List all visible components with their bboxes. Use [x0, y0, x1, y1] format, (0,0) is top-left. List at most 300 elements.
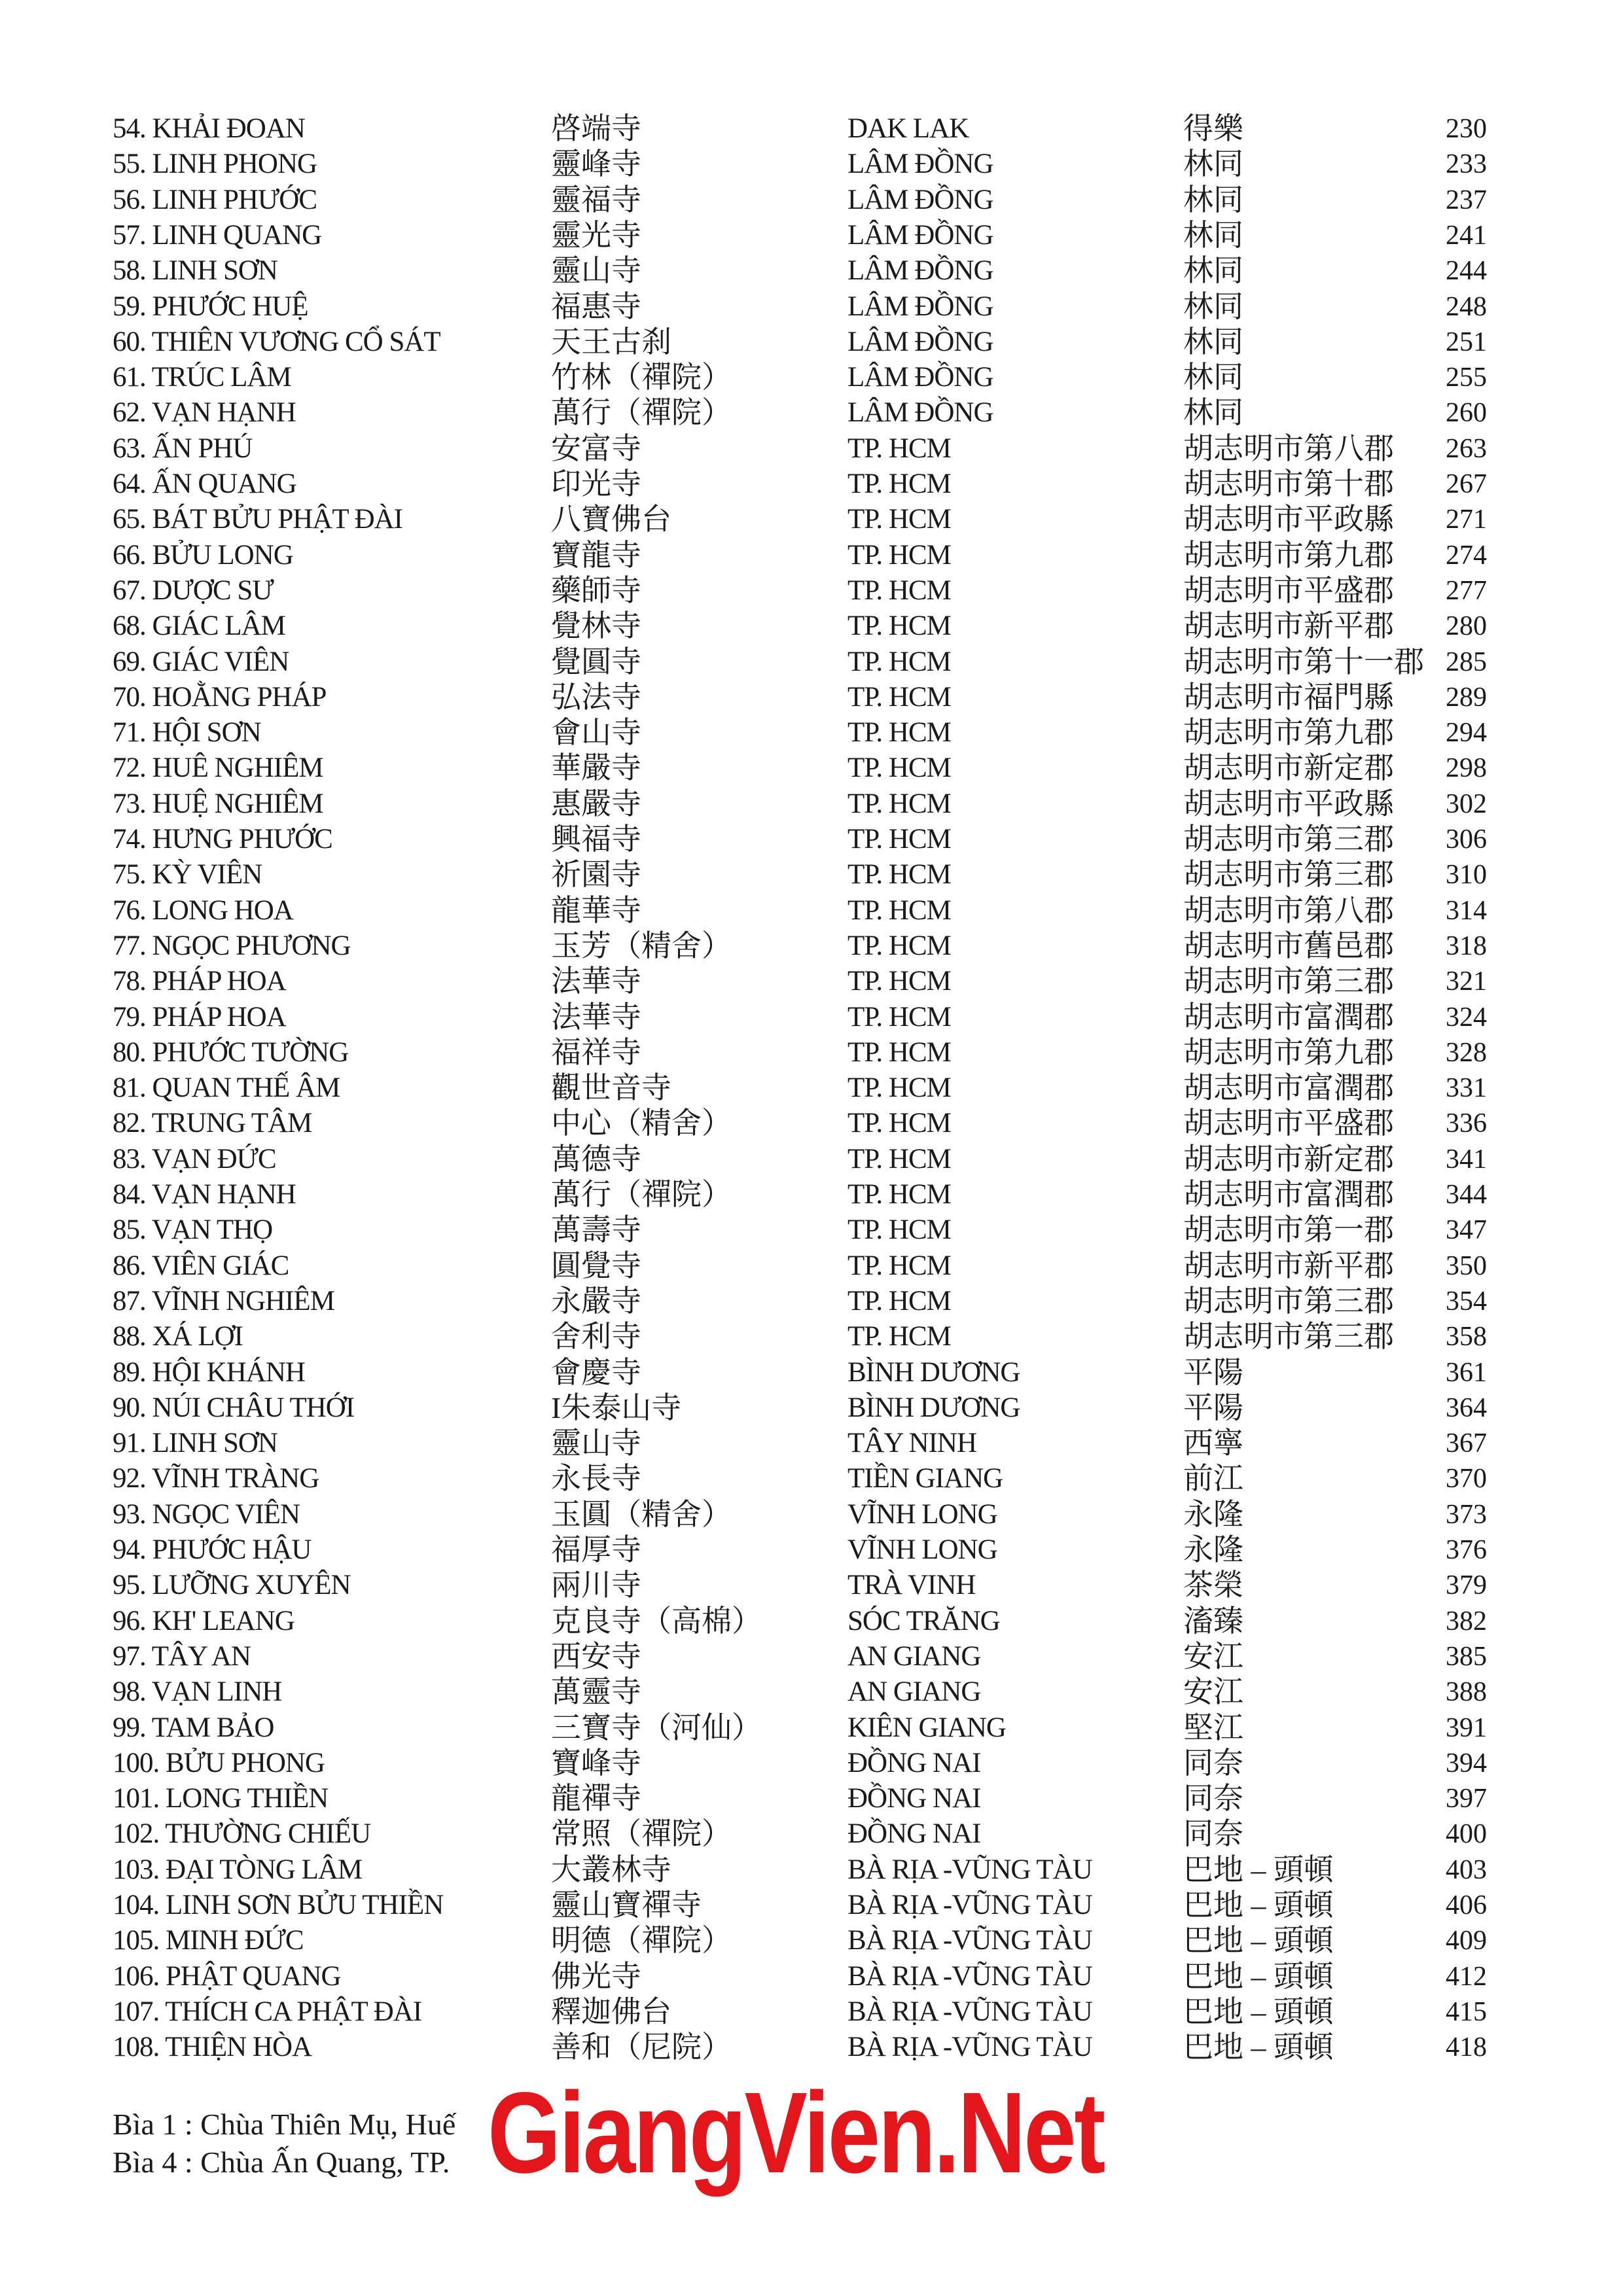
temple-name: 55. LINH PHONG [113, 149, 317, 180]
location-han-name: 胡志明市福門縣 [1183, 680, 1394, 714]
province-name: LÂM ĐỒNG [847, 219, 993, 251]
location-han-name: 胡志明市第三郡 [1183, 1320, 1394, 1354]
temple-han-name: 興福寺 [551, 822, 641, 856]
page-number: 336 [1446, 1108, 1487, 1139]
page-number: 237 [1446, 185, 1487, 215]
temple-han-name: I朱泰山寺 [551, 1390, 682, 1424]
list-item [0, 1994, 1623, 2030]
list-item [0, 1426, 1623, 1461]
province-name: TP. HCM [847, 788, 951, 819]
temple-han-name: 會山寺 [551, 716, 641, 750]
page-number: 344 [1446, 1180, 1487, 1210]
location-han-name: 林同 [1183, 218, 1243, 252]
temple-name: 78. PHÁP HOA [113, 966, 286, 997]
temple-name: 54. KHẢI ĐOAN [113, 113, 305, 144]
list-item [0, 1461, 1623, 1496]
list-item [0, 1532, 1623, 1568]
temple-han-name: 覺圓寺 [551, 645, 641, 679]
list-item [0, 1497, 1623, 1532]
temple-name: 83. VẠN ĐỨC [113, 1143, 276, 1174]
page-number: 294 [1446, 718, 1487, 749]
page-number: 302 [1446, 788, 1487, 819]
province-name: TP. HCM [847, 1285, 951, 1316]
location-han-name: 林同 [1183, 289, 1243, 323]
province-name: VĨNH LONG [847, 1534, 997, 1565]
list-item [0, 502, 1623, 537]
temple-han-name: 龍禪寺 [551, 1782, 641, 1816]
province-name: LÂM ĐỒNG [847, 149, 993, 180]
list-item [0, 680, 1623, 715]
temple-han-name: 佛光寺 [551, 1959, 641, 1993]
location-han-name: 巴地 – 頭頓 [1183, 1959, 1334, 1993]
location-han-name: 巴地 – 頭頓 [1183, 2030, 1334, 2064]
location-han-name: 平陽 [1183, 1355, 1243, 1389]
location-han-name: 同奈 [1183, 1817, 1243, 1851]
list-item [0, 751, 1623, 786]
location-han-name: 巴地 – 頭頓 [1183, 1924, 1334, 1958]
temple-han-name: 中心（精舍） [551, 1106, 732, 1140]
page-number: 418 [1446, 2032, 1487, 2063]
temple-name: 89. HỘI KHÁNH [113, 1356, 305, 1388]
list-item [0, 786, 1623, 822]
temple-name: 88. XÁ LỢI [113, 1321, 243, 1352]
location-han-name: 胡志明市第三郡 [1183, 822, 1394, 856]
temple-name: 108. THIỆN HÒA [113, 2032, 312, 2063]
list-item [0, 1639, 1623, 1674]
location-han-name: 得樂 [1183, 112, 1243, 145]
temple-han-name: 舍利寺 [551, 1320, 641, 1354]
page-number: 324 [1446, 1002, 1487, 1033]
page-number: 285 [1446, 646, 1487, 677]
page-number: 385 [1446, 1641, 1487, 1672]
page-number: 409 [1446, 1926, 1487, 1956]
location-han-name: 胡志明市第九郡 [1183, 1035, 1394, 1069]
list-item [0, 538, 1623, 573]
list-item [0, 1604, 1623, 1639]
page-number: 354 [1446, 1286, 1487, 1316]
page-number: 310 [1446, 860, 1487, 891]
location-han-name: 胡志明市舊邑郡 [1183, 928, 1394, 963]
location-han-name: 永隆 [1183, 1533, 1243, 1566]
province-name: LÂM ĐỒNG [847, 184, 993, 215]
temple-han-name: 竹林（禪院） [551, 361, 732, 395]
page-number: 341 [1446, 1144, 1487, 1174]
list-item [0, 822, 1623, 857]
province-name: DAK LAK [847, 113, 969, 144]
temple-han-name: 安富寺 [551, 431, 641, 465]
list-item [0, 1142, 1623, 1177]
list-item [0, 1888, 1623, 1923]
province-name: VĨNH LONG [847, 1498, 997, 1530]
list-item [0, 253, 1623, 289]
temple-han-name: 永嚴寺 [551, 1284, 641, 1318]
province-name: BÀ RỊA -VŨNG TÀU [847, 1960, 1092, 1992]
province-name: TP. HCM [847, 468, 951, 499]
temple-name: 104. LINH SƠN BỬU THIỀN [113, 1890, 444, 1920]
temple-name: 66. BỬU LONG [113, 539, 293, 571]
page-number: 277 [1446, 575, 1487, 606]
temple-name: 71. HỘI SƠN [113, 717, 261, 749]
location-han-name: 胡志明市富潤郡 [1183, 1000, 1394, 1034]
temple-name: 107. THÍCH CA PHẬT ĐÀI [113, 1996, 422, 2027]
temple-han-name: 釋迦佛台 [551, 1994, 671, 2028]
temple-han-name: 玉圓（精舍） [551, 1497, 732, 1531]
page-number: 321 [1446, 966, 1487, 997]
page-number: 280 [1446, 611, 1487, 642]
page-number: 364 [1446, 1392, 1487, 1423]
page-number: 358 [1446, 1322, 1487, 1352]
list-item [0, 2030, 1623, 2065]
list-item [0, 1177, 1623, 1212]
temple-name: 92. VĨNH TRÀNG [113, 1463, 319, 1494]
temple-name: 58. LINH SƠN [113, 255, 277, 287]
temple-han-name: 明德（禪院） [551, 1924, 732, 1958]
province-name: TP. HCM [847, 610, 951, 642]
temple-name: 75. KỲ VIÊN [113, 859, 262, 891]
province-name: AN GIANG [847, 1640, 981, 1672]
province-name: AN GIANG [847, 1676, 981, 1708]
province-name: LÂM ĐỒNG [847, 326, 993, 357]
list-item [0, 1746, 1623, 1781]
page-number: 397 [1446, 1784, 1487, 1814]
page-number: 318 [1446, 930, 1487, 961]
page-number: 379 [1446, 1570, 1487, 1601]
province-name: TP. HCM [847, 1036, 951, 1068]
location-han-name: 西寧 [1183, 1426, 1243, 1460]
province-name: ĐỒNG NAI [847, 1747, 981, 1778]
location-han-name: 胡志明市第九郡 [1183, 538, 1394, 572]
location-han-name: 胡志明市第八郡 [1183, 431, 1394, 465]
temple-han-name: 克良寺（高棉） [551, 1604, 762, 1638]
temple-name: 90. NÚI CHÂU THỚI [113, 1392, 355, 1423]
location-han-name: 胡志明市第三郡 [1183, 964, 1394, 998]
province-name: LÂM ĐỒNG [847, 397, 993, 429]
location-han-name: 胡志明市平盛郡 [1183, 573, 1394, 607]
page-number: 260 [1446, 398, 1487, 429]
temple-han-name: 永長寺 [551, 1462, 641, 1496]
list-item [0, 1959, 1623, 1994]
temple-name: 93. NGỌC VIÊN [113, 1498, 300, 1530]
temple-name: 87. VĨNH NGHIÊM [113, 1285, 334, 1316]
page-number: 391 [1446, 1712, 1487, 1743]
temple-name: 64. ẤN QUANG [113, 468, 296, 499]
province-name: TP. HCM [847, 1321, 951, 1352]
temple-name: 74. HƯNG PHƯỚC [113, 824, 332, 855]
temple-han-name: 會慶寺 [551, 1355, 641, 1389]
temple-han-name: 觀世音寺 [551, 1071, 671, 1105]
temple-han-name: 藥師寺 [551, 573, 641, 607]
list-item [0, 573, 1623, 609]
province-name: ĐỒNG NAI [847, 1783, 981, 1814]
temple-han-name: 福祥寺 [551, 1035, 641, 1069]
location-han-name: 同奈 [1183, 1782, 1243, 1816]
temple-name: 97. TÂY AN [113, 1640, 251, 1672]
page-number: 271 [1446, 504, 1487, 535]
list-item [0, 1319, 1623, 1354]
temple-name: 101. LONG THIỀN [113, 1783, 329, 1814]
temple-han-name: 萬行（禪院） [551, 1178, 732, 1211]
location-han-name: 安江 [1183, 1675, 1243, 1709]
temple-han-name: 寶峰寺 [551, 1746, 641, 1780]
page-number: 241 [1446, 220, 1487, 251]
temple-name: 57. LINH QUANG [113, 219, 322, 251]
province-name: TÂY NINH [847, 1428, 977, 1459]
province-name: KIÊN GIANG [847, 1712, 1006, 1743]
location-han-name: 胡志明市平政縣 [1183, 786, 1394, 821]
page-number: 382 [1446, 1606, 1487, 1636]
list-item [0, 964, 1623, 999]
location-han-name: 安江 [1183, 1639, 1243, 1673]
list-item [0, 289, 1623, 325]
location-han-name: 前江 [1183, 1462, 1243, 1496]
page-number: 267 [1446, 469, 1487, 499]
province-name: TP. HCM [847, 1001, 951, 1033]
page-number: 403 [1446, 1854, 1487, 1885]
location-han-name: 胡志明市新定郡 [1183, 751, 1394, 785]
page-number: 328 [1446, 1037, 1487, 1068]
page-number: 394 [1446, 1748, 1487, 1778]
province-name: BÀ RỊA -VŨNG TÀU [847, 1996, 1092, 2027]
temple-name: 69. GIÁC VIÊN [113, 646, 289, 677]
province-name: TP. HCM [847, 646, 951, 677]
list-item [0, 1106, 1623, 1141]
page-number: 274 [1446, 540, 1487, 571]
temple-han-name: 龍華寺 [551, 893, 641, 927]
list-item [0, 147, 1623, 182]
temple-han-name: 福惠寺 [551, 289, 641, 323]
list-item [0, 1284, 1623, 1319]
temple-name: 91. LINH SƠN [113, 1428, 277, 1459]
page-number: 373 [1446, 1499, 1487, 1530]
temple-name: 60. THIÊN VƯƠNG CỔ SÁT [113, 326, 440, 357]
temple-name: 98. VẠN LINH [113, 1676, 282, 1708]
temple-name: 67. DƯỢC SƯ [113, 574, 274, 606]
temple-name: 82. TRUNG TÂM [113, 1108, 312, 1139]
province-name: LÂM ĐỒNG [847, 291, 993, 322]
temple-han-name: 常照（禪院） [551, 1817, 732, 1851]
page-number: 331 [1446, 1073, 1487, 1104]
location-han-name: 茶榮 [1183, 1568, 1243, 1602]
temple-name: 102. THƯỜNG CHIẾU [113, 1818, 371, 1850]
cover-back-caption: Bìa 4 : Chùa Ấn Quang, TP. [113, 2146, 450, 2179]
temple-name: 65. BÁT BỬU PHẬT ĐÀI [113, 504, 403, 535]
province-name: SÓC TRĂNG [847, 1605, 1000, 1636]
temple-name: 56. LINH PHƯỚC [113, 184, 317, 215]
page-number: 406 [1446, 1890, 1487, 1920]
list-item [0, 1852, 1623, 1888]
page-number: 306 [1446, 824, 1487, 855]
province-name: TP. HCM [847, 824, 951, 855]
location-han-name: 胡志明市第一郡 [1183, 1213, 1394, 1247]
temple-name: 79. PHÁP HOA [113, 1001, 286, 1033]
province-name: TP. HCM [847, 1214, 951, 1246]
temple-name: 80. PHƯỚC TƯỜNG [113, 1036, 349, 1068]
page-number: 251 [1446, 327, 1487, 357]
temple-han-name: 法華寺 [551, 964, 641, 998]
temple-han-name: 靈山寺 [551, 254, 641, 288]
list-item [0, 1070, 1623, 1106]
temple-han-name: 兩川寺 [551, 1568, 641, 1602]
location-han-name: 平陽 [1183, 1390, 1243, 1424]
province-name: TP. HCM [847, 539, 951, 571]
location-han-name: 胡志明市第三郡 [1183, 1284, 1394, 1318]
temple-han-name: 靈峰寺 [551, 147, 641, 181]
province-name: TP. HCM [847, 859, 951, 891]
temple-name: 77. NGỌC PHƯƠNG [113, 930, 351, 961]
page-number: 314 [1446, 895, 1487, 926]
list-item [0, 1390, 1623, 1426]
temple-name: 62. VẠN HẠNH [113, 397, 296, 429]
temple-name: 63. ẤN PHÚ [113, 433, 253, 464]
temple-han-name: 圓覺寺 [551, 1248, 641, 1282]
province-name: TP. HCM [847, 1072, 951, 1104]
list-item [0, 1781, 1623, 1816]
list-item [0, 1923, 1623, 1958]
page-number: 388 [1446, 1677, 1487, 1708]
location-han-name: 胡志明市第八郡 [1183, 893, 1394, 927]
temple-han-name: 福厚寺 [551, 1533, 641, 1566]
page-number: 244 [1446, 256, 1487, 287]
province-name: TP. HCM [847, 1143, 951, 1174]
temple-name: 70. HOẰNG PHÁP [113, 681, 327, 713]
location-han-name: 林同 [1183, 325, 1243, 359]
temple-name: 106. PHẬT QUANG [113, 1960, 341, 1992]
temple-han-name: 印光寺 [551, 467, 641, 501]
temple-han-name: 啓端寺 [551, 112, 641, 145]
temple-han-name: 靈山寺 [551, 1426, 641, 1460]
location-han-name: 胡志明市新平郡 [1183, 609, 1394, 643]
list-item [0, 893, 1623, 928]
list-item [0, 715, 1623, 751]
temple-name: 86. VIÊN GIÁC [113, 1250, 289, 1281]
province-name: LÂM ĐỒNG [847, 362, 993, 393]
location-han-name: 胡志明市第三郡 [1183, 858, 1394, 892]
location-han-name: 胡志明市第十郡 [1183, 467, 1394, 501]
page-number: 400 [1446, 1819, 1487, 1850]
page-number: 255 [1446, 362, 1487, 393]
page-number: 361 [1446, 1357, 1487, 1388]
province-name: TP. HCM [847, 1108, 951, 1139]
cover-front-caption: Bìa 1 : Chùa Thiên Mụ, Huế [113, 2108, 456, 2141]
location-han-name: 林同 [1183, 254, 1243, 288]
province-name: TP. HCM [847, 681, 951, 713]
page-number: 289 [1446, 682, 1487, 713]
location-han-name: 胡志明市新定郡 [1183, 1142, 1394, 1176]
list-item [0, 609, 1623, 644]
temple-han-name: 萬靈寺 [551, 1675, 641, 1709]
temple-name: 72. HUÊ NGHIÊM [113, 752, 323, 784]
list-item [0, 857, 1623, 892]
province-name: BÌNH DƯƠNG [847, 1392, 1020, 1423]
province-name: BÀ RỊA -VŨNG TÀU [847, 2032, 1092, 2063]
temple-han-name: 善和（尼院） [551, 2030, 732, 2064]
list-item [0, 1000, 1623, 1035]
page-number: 412 [1446, 1961, 1487, 1992]
temple-name: 85. VẠN THỌ [113, 1214, 273, 1246]
page-number: 347 [1446, 1215, 1487, 1246]
location-han-name: 巴地 – 頭頓 [1183, 1852, 1334, 1886]
temple-name: 68. GIÁC LÂM [113, 610, 285, 642]
page-number: 376 [1446, 1535, 1487, 1565]
page-number: 370 [1446, 1464, 1487, 1494]
watermark-logo: GiangVien.Net [488, 2069, 1104, 2197]
province-name: BÀ RỊA -VŨNG TÀU [847, 1890, 1092, 1920]
temple-name: 84. VẠN HẠNH [113, 1179, 296, 1210]
temple-han-name: 萬壽寺 [551, 1213, 641, 1247]
temple-name: 59. PHƯỚC HUỆ [113, 291, 308, 322]
province-name: TP. HCM [847, 752, 951, 784]
temple-name: 96. KH' LEANG [113, 1605, 294, 1636]
province-name: TP. HCM [847, 930, 951, 961]
temple-han-name: 大叢林寺 [551, 1852, 671, 1886]
temple-han-name: 萬德寺 [551, 1142, 641, 1176]
list-item [0, 1816, 1623, 1852]
temple-han-name: 西安寺 [551, 1639, 641, 1673]
page-number: 298 [1446, 753, 1487, 784]
list-item [0, 218, 1623, 253]
location-han-name: 胡志明市新平郡 [1183, 1248, 1394, 1282]
location-han-name: 永隆 [1183, 1497, 1243, 1531]
location-han-name: 堅江 [1183, 1710, 1243, 1744]
location-han-name: 胡志明市富潤郡 [1183, 1178, 1394, 1211]
province-name: TP. HCM [847, 433, 951, 464]
temple-han-name: 天王古刹 [551, 325, 671, 359]
temple-han-name: 法華寺 [551, 1000, 641, 1034]
location-han-name: 胡志明市富潤郡 [1183, 1071, 1394, 1105]
temple-han-name: 萬行（禪院） [551, 396, 732, 430]
temple-han-name: 八寶佛台 [551, 503, 671, 537]
temple-name: 73. HUỆ NGHIÊM [113, 788, 323, 819]
temple-han-name: 靈山寶禪寺 [551, 1888, 702, 1922]
temple-name: 103. ĐẠI TÒNG LÂM [113, 1854, 363, 1885]
province-name: TP. HCM [847, 966, 951, 997]
province-name: BÌNH DƯƠNG [847, 1356, 1020, 1388]
temple-name: 99. TAM BẢO [113, 1712, 274, 1743]
province-name: TP. HCM [847, 504, 951, 535]
location-han-name: 巴地 – 頭頓 [1183, 1888, 1334, 1922]
list-item [0, 111, 1623, 147]
list-item [0, 1674, 1623, 1710]
location-han-name: 林同 [1183, 396, 1243, 430]
list-item [0, 395, 1623, 431]
province-name: TP. HCM [847, 574, 951, 606]
temple-han-name: 三寶寺（河仙） [551, 1710, 762, 1744]
temple-han-name: 靈福寺 [551, 183, 641, 217]
temple-name: 61. TRÚC LÂM [113, 362, 291, 393]
list-item [0, 1212, 1623, 1248]
list-item [0, 645, 1623, 680]
list-item [0, 1568, 1623, 1603]
province-name: TIỀN GIANG [847, 1463, 1003, 1494]
temple-han-name: 寶龍寺 [551, 538, 641, 572]
page-number: 350 [1446, 1250, 1487, 1281]
temple-han-name: 弘法寺 [551, 680, 641, 714]
province-name: TP. HCM [847, 894, 951, 926]
list-item [0, 928, 1623, 964]
list-item [0, 431, 1623, 467]
location-han-name: 林同 [1183, 183, 1243, 217]
temple-name: 76. LONG HOA [113, 894, 293, 926]
page-number: 263 [1446, 433, 1487, 464]
page-number: 415 [1446, 1996, 1487, 2027]
temple-han-name: 覺林寺 [551, 609, 641, 643]
temple-han-name: 惠嚴寺 [551, 786, 641, 821]
location-han-name: 同奈 [1183, 1746, 1243, 1780]
list-item [0, 183, 1623, 218]
temple-name: 81. QUAN THẾ ÂM [113, 1072, 340, 1104]
province-name: BÀ RỊA -VŨNG TÀU [847, 1925, 1092, 1956]
location-han-name: 林同 [1183, 361, 1243, 395]
